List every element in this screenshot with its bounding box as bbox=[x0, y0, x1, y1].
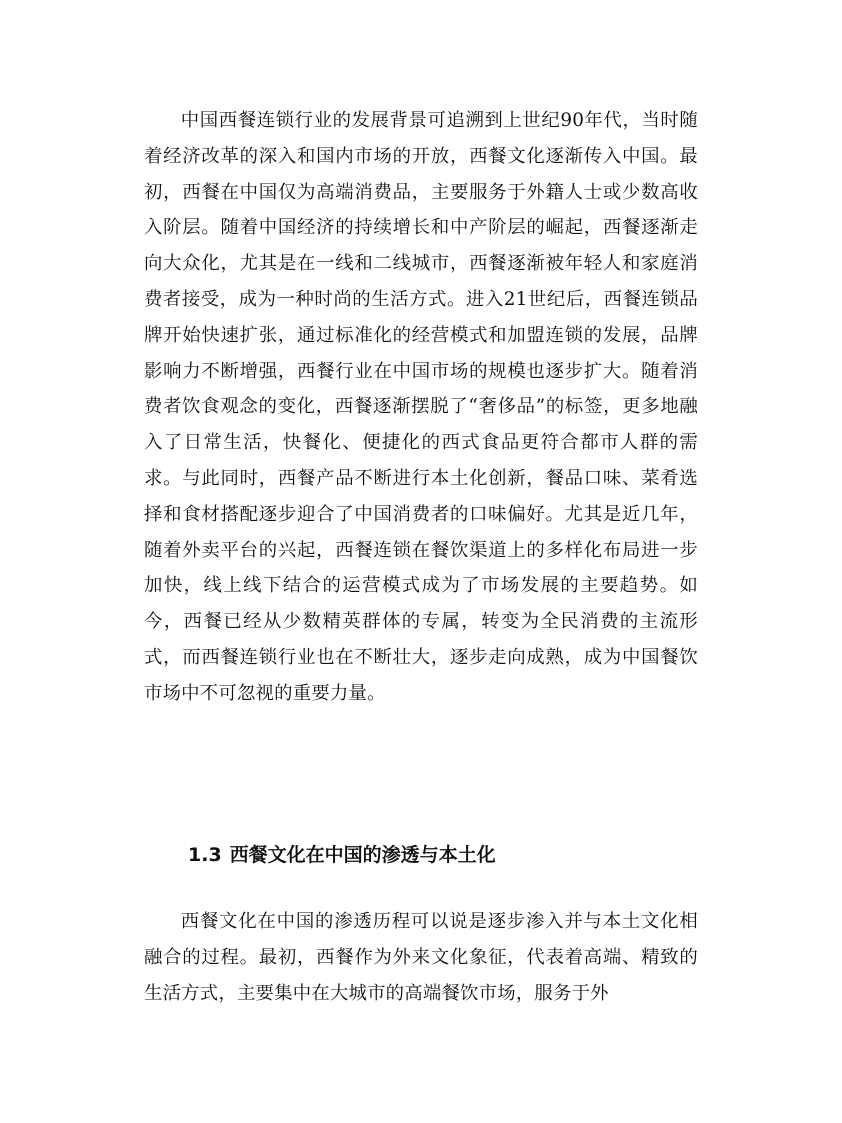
section-number: 1.3 bbox=[188, 844, 222, 866]
section-heading bbox=[188, 840, 496, 870]
document-body bbox=[144, 96, 698, 712]
body-paragraph: 中国西餐连锁行业的发展背景可追溯到上世纪90年代，当时随着经济改革的深入和国内市场的开放，西餐文化逐渐传入中国。最初，西餐在中国仅为高端消费品，主要服务于外籍人士或少数高收入阶层。随着中国经济的持续增长和中产阶层的崛起，西餐逐渐走向大众化，尤其是在一线和二线城市，西餐逐渐被年轻人和家庭消费者接受，成为一种时尚的生活方式。进入21世纪后，西餐连锁品牌开始快速扩张，通过标准化的经营模式和加盟连锁的发展，品牌影响力不断增强，西餐行业在中国市场的规模也逐步扩大。随着消费者饮食观念的变化，西餐逐渐摆脱了“奢侈品”的标签，更多地融入了日常生活，快餐化、便捷化的西式食品更符合都市人群的需求。与此同时，西餐产品不断进行本土化创新，餐品口味、菜肴选择和食材搭配逐步迎合了中国消费者的口味偏好。尤其是近几年，随着外卖平台的兴起，西餐连锁在餐饮渠道上的多样化布局进一步加快，线上线下结合的运营模式成为了市场发展的主要趋势。如今，西餐已经从少数精英群体的专属，转变为全民消费的主流形式，而西餐连锁行业也在不断壮大，逐步走向成熟，成为中国餐饮市场中不可忽视的重要力量。 bbox=[144, 110, 698, 704]
section-title: 西餐文化在中国的渗透与本土化 bbox=[229, 844, 496, 866]
body-paragraph-continued: 西餐文化在中国的渗透历程可以说是逐步渗入并与本土文化相融合的过程。最初，西餐作为外来文化象征，代表着高端、精致的生活方式，主要集中在大城市的高端餐饮市场，服务于外 bbox=[144, 911, 698, 1004]
